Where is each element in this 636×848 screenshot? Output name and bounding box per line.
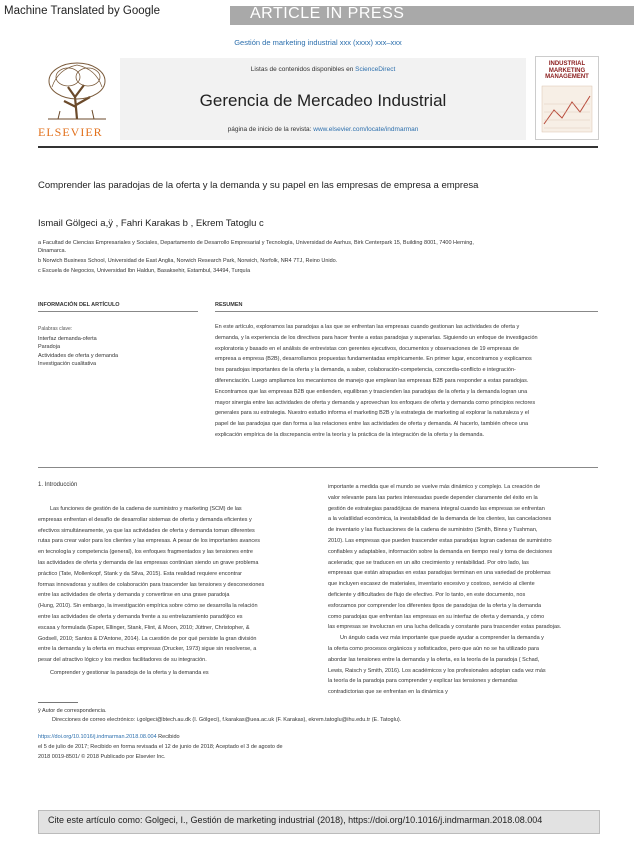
body-line: Las funciones de gestión de la cadena de suministro y marketing (SCM) de las	[50, 506, 242, 512]
body-line: (Hung, 2010). Sin embargo, la investigación empírica sobre cómo se desarrolla la relación	[38, 603, 258, 610]
body-line: contradictorias que se enfrentan en la dinámica y	[328, 689, 448, 696]
abstract-line: explicación empírica de la discrepancia entre la teoría y la práctica de la integración de la oferta y la demanda.	[215, 431, 485, 438]
homepage-link[interactable]: www.elsevier.com/locate/indmarman	[313, 126, 419, 133]
citation-text: Cite este artículo como: Golgeci, I., Gestión de marketing industrial (2018), https://doi.org/10.1016/j.indmarman.2018.08.004	[48, 815, 543, 825]
abstract-line: Encontramos que las empresas B2B que entienden, equilibran y trascienden las paradojas de la oferta y la demanda logran una	[215, 388, 528, 395]
body-line: en tecnología y competencia (general), los enfoques fragmentados y las tensiones entre	[38, 549, 253, 556]
abstract-bottom-rule	[38, 467, 598, 468]
body-line: a la volatilidad económica, la inestabilidad de la demanda de los clientes, las cancelaciones	[328, 516, 552, 523]
body-left-column	[38, 504, 303, 666]
abstract-body	[215, 322, 615, 441]
body-line: abordar las tensiones entre la demanda y la oferta, es la teoría de la paradoja ( Schad,	[328, 656, 540, 663]
email-addresses: Direcciones de correo electrónico: i.golgeci@btech.au.dk (I. Gölgeci), f.karakas@uea.ac.uk (F. Karakas), ekrem.tatoglu@ihu.edu.tr (E. Tatoglu).	[52, 717, 402, 723]
body-line: entre la demanda y la oferta en muchas empresas (Drucker, 1973) sigue sin resolverse, a	[38, 646, 257, 653]
body-line: entre las actividades de oferta y demanda frente a su entrelazamiento paradójico es	[38, 613, 243, 620]
corresponding-author-note: ÿ Autor de correspondencia.	[38, 708, 107, 714]
body-line: escasa y formulada (Esper, Ellinger, Stank, Flint, & Moon, 2010; Jüttner, Christopher, &	[38, 624, 250, 631]
article-title: Comprender las paradojas de la oferta y la demanda y su papel en las empresas de empresa a empresa	[38, 180, 479, 191]
body-line: confiables y adaptables, información sobre la demanda en tiempo real y toma de decisiones	[328, 548, 553, 555]
affiliation-a-country: Dinamarca.	[38, 248, 67, 254]
body-line: empresas que están atrapadas en estas paradojas terminan en una variedad de problemas	[328, 570, 551, 577]
footnote-rule	[38, 702, 78, 703]
keyword: Paradoja	[38, 344, 61, 350]
body-line: Godsell, 2010; Santos & D'Antone, 2014). La cuestión de por qué persiste la gran división	[38, 635, 257, 642]
sciencedirect-link[interactable]: ScienceDirect	[355, 66, 396, 73]
elsevier-wordmark: ELSEVIER	[38, 125, 103, 139]
article-info-heading: INFORMACIÓN DEL ARTÍCULO	[38, 302, 120, 308]
body-line: pesar del atractivo lógico y los medios facilitadores de su integración.	[38, 657, 207, 664]
author-list: Ismail Gölgeci a,ÿ , Fahri Karakas b , Ekrem Tatoglu c	[38, 218, 264, 229]
body-line: empresas enfrentan el desafío de desarrollar sistemas de oferta y demanda eficientes y	[38, 516, 252, 523]
abstract-line: tres paradojas importantes de la oferta y la demanda, a saber, colaboración-competencia, concordia-conflicto e integración-	[215, 367, 516, 374]
body-line: como paradojas que enfrentan las empresas en su interfaz de oferta y demanda, y cómo	[328, 613, 545, 620]
homepage-prefix: página de inicio de la revista:	[227, 126, 314, 133]
body-line: de inventario y las fluctuaciones de la cadena de suministro (Smith, Binns y Tushman,	[328, 527, 538, 534]
doi-link[interactable]: https://doi.org/10.1016/j.indmarman.2018.08.004	[38, 734, 157, 740]
section-heading-introduction: 1. Introducción	[38, 482, 78, 488]
body-line: las actividades de oferta y demanda de las empresas continúan siendo un grave problema	[38, 559, 259, 566]
article-info-rule	[38, 311, 198, 312]
abstract-line: En este artículo, exploramos las paradojas a las que se enfrentan las empresas cuando gestionan las actividades de oferta y	[215, 324, 520, 330]
affiliation-a: a Facultad de Ciencias Empresariales y Sociales, Departamento de Desarrollo Empresarial y Tecnología, Universidad de Aarhus, Birk Centerpark 15, Building 8001, 7400 Herning,	[38, 240, 474, 246]
body-line: las empresas se involucran en una lucha delicada y constante para trascender estas paradojas.	[328, 624, 562, 631]
machine-translated-label: Machine Translated by Google	[4, 5, 160, 17]
journal-homepage	[120, 126, 526, 133]
cover-pattern-graphic	[540, 84, 594, 134]
keyword: Interfaz demanda-oferta	[38, 336, 97, 342]
body-line: formas innovadoras y sutiles de colaboración para trascender las tensiones y desconexiones	[38, 581, 265, 588]
body-line: deficiente y dificultades de flujo de efectivo. Por lo tanto, en este documento, nos	[328, 591, 526, 598]
body-line: Un ángulo cada vez más importante que puede ayudar a comprender la demanda y	[340, 635, 544, 642]
body-line: Comprender y gestionar la paradoja de la oferta y la demanda es	[50, 670, 209, 676]
body-line: importante a medida que el mundo se vuelve más dinámico y complejo. La creación de	[328, 484, 541, 490]
body-line: acelerada; que se traducen en un alto crecimiento y rentabilidad. Por otro lado, las	[328, 559, 529, 566]
body-right-column	[328, 482, 598, 698]
abstract-line: generales para su estrategia. Nuestro estudio informa el marketing B2B y la estrategia de marketing al explorar la naturaleza y el	[215, 410, 529, 417]
journal-issue-link[interactable]: Gestión de marketing industrial xxx (xxxx) xxx–xxx	[234, 38, 402, 47]
header-rule	[38, 146, 598, 148]
abstract-line: papel de las paradojas que dan forma a las relaciones entre las actividades de oferta y demanda. Al hacerlo, también ofrece una	[215, 421, 529, 428]
issn-copyright: 2018 0019-8501/ © 2018 Publicado por Elsevier Inc.	[38, 754, 166, 760]
body-line: que incluyen escasez de materiales, inventario excesivo y costoso, servicio al cliente	[328, 581, 535, 588]
keyword: Actividades de oferta y demanda	[38, 353, 119, 359]
affiliation-c: c Escuela de Negocios, Universidad Ibn Haldun, Basaksehir, Estambul, 34494, Turquía	[38, 268, 251, 274]
received-dates: el 5 de julio de 2017; Recibido en forma revisada el 12 de junio de 2018; Aceptado el 3 de agosto de	[38, 744, 283, 750]
keyword: Investigación cualitativa	[38, 361, 97, 367]
body-line: la oferta como procesos orgánicos y sofisticados, pero que aún no se ha utilizado para	[328, 645, 539, 652]
journal-cover-title: INDUSTRIAL MARKETING MANAGEMENT	[545, 61, 589, 80]
body-line: valor relevante para las partes interesadas puede depender claramente del éxito en la	[328, 494, 538, 501]
body-line: entre las actividades de oferta y demanda y convertirse en una grave paradoja	[38, 592, 230, 599]
abstract-rule	[215, 311, 598, 312]
affiliation-b: b Norwich Business School, Universidad de East Anglia, Norwich Research Park, Norwich, Norfolk, NR4 7TJ, Reino Unido.	[38, 258, 338, 264]
body-line: 2010). Las empresas que pueden trascender estas paradojas logran cadenas de suministro	[328, 537, 552, 544]
doi-suffix: Recibido	[156, 734, 180, 740]
doi-line	[38, 734, 180, 740]
body-line: práctico (Tate, Mollenkopf, Stank y da Silva, 2015). Esta realidad requiere encontrar	[38, 570, 242, 577]
abstract-line: empresa a empresa (B2B), desarrollamos propuestas fundamentadas empíricamente. En primer lugar, encontramos y explicamos	[215, 356, 532, 363]
keywords-label: Palabras clave:	[38, 326, 73, 332]
contents-availability	[120, 66, 526, 73]
abstract-line: demanda, y la experiencia de los directivos para hacer frente a estas paradojas y superarlas. Siguiendo un enfoque de investigación	[215, 334, 538, 341]
abstract-heading: RESUMEN	[215, 302, 243, 308]
body-line: rutas para crear valor para los clientes y las empresas. A pesar de los importantes avances	[38, 538, 260, 545]
abstract-line: diferenciación. Luego ampliamos los mecanismos de manejo que emplean las empresas B2B para responder a estas paradojas.	[215, 377, 529, 384]
contents-prefix: Listas de contenidos disponibles en	[250, 66, 356, 73]
body-line: esforzamos por comprender los diferentes tipos de paradojas de la oferta y la demanda	[328, 602, 542, 609]
article-in-press-text: ARTICLE IN PRESS	[250, 5, 405, 22]
journal-title: Gerencia de Mercadeo Industrial	[199, 91, 447, 110]
body-line: Lewis, Raisch y Smith, 2016). Los académicos y los profesionales adoptan cada vez más	[328, 667, 546, 674]
abstract-line: exploratoria y basado en el análisis de entrevistas con gerentes ejecutivos, documentos y observaciones de 19 empresas de	[215, 345, 519, 352]
body-line: la teoría de la paradoja para comprender y explicar las tensiones y demandas	[328, 678, 518, 685]
body-line: gestión de estrategias paradójicas de manera integral cuando las empresas se enfrentan	[328, 505, 545, 512]
abstract-line: mayor sinergia entre las actividades de oferta y demanda y aprovechan los enfoques de oferta y demanda como principios rectores	[215, 399, 536, 406]
body-line: efectivos simultáneamente, ya que las actividades de oferta y demanda toman diferentes	[38, 527, 255, 534]
